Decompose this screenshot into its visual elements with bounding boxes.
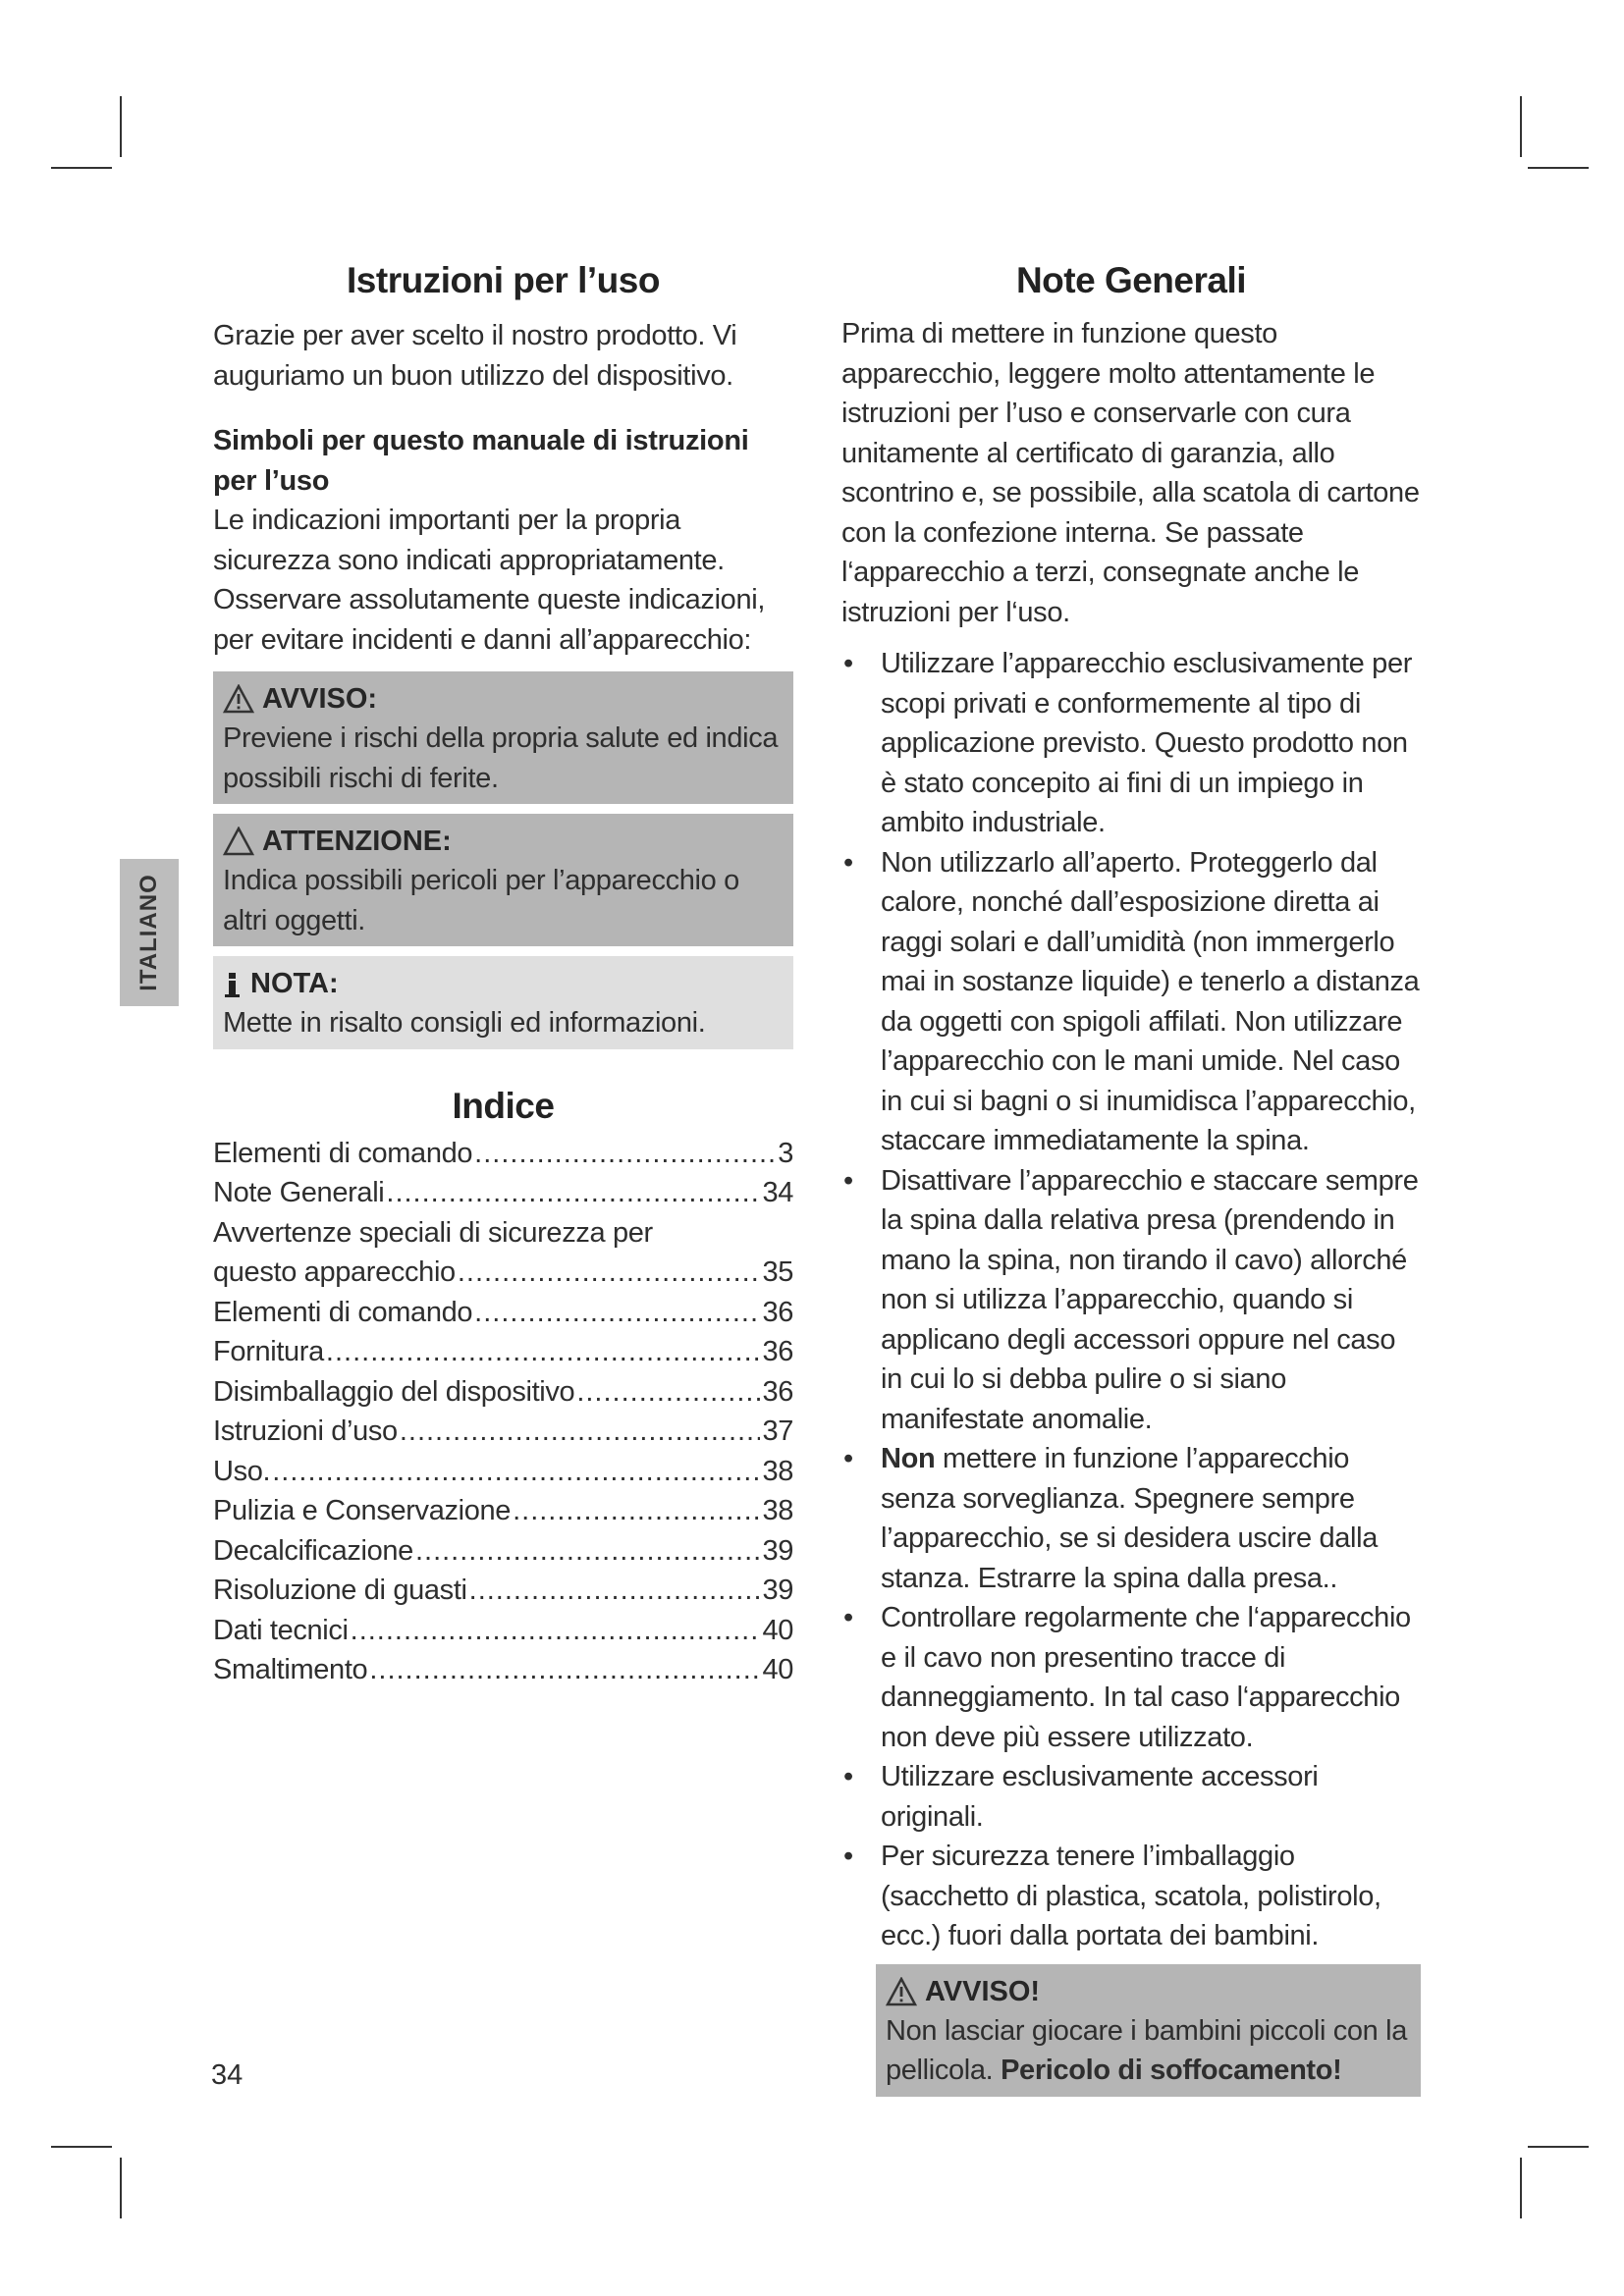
toc-entry: [213, 1372, 793, 1413]
safety-bullet-item: [841, 1598, 1421, 1757]
avviso-box: [213, 671, 793, 804]
toc-entry-page: 37: [762, 1415, 793, 1447]
toc-entry: [213, 1491, 793, 1531]
safety-bullet-item: [841, 644, 1421, 843]
toc-leader-dots: [474, 1293, 760, 1333]
toc-entry-page: 38: [762, 1495, 793, 1526]
toc-entry-label: Uso.: [213, 1455, 271, 1487]
toc-leader-dots: [400, 1412, 761, 1452]
toc-entry: [213, 1332, 793, 1372]
toc-entry-page: 3: [778, 1137, 793, 1169]
toc-entry-label: Avvertenze speciali di sicurezza per: [213, 1216, 653, 1249]
toc-entry-label: Disimballaggio del dispositivo: [213, 1375, 575, 1408]
crop-mark: [120, 2158, 122, 2218]
toc-entry-page: 40: [762, 1614, 793, 1646]
table-of-contents: [213, 1134, 793, 1690]
toc-entry-label: Smaltimento: [213, 1654, 368, 1685]
toc-entry-page: 36: [762, 1296, 793, 1328]
bullet-text: Utilizzare esclusivamente accessori originali.: [881, 1761, 1319, 1833]
toc-entry: [213, 1134, 793, 1174]
choking-warning-text: [886, 2011, 1411, 2091]
toc-entry-label: Decalcificazione: [213, 1534, 413, 1567]
crop-mark: [1520, 2158, 1522, 2218]
attenzione-text: Indica possibili pericoli per l’apparecchio o altri oggetti.: [223, 865, 739, 936]
toc-entry: [213, 1571, 793, 1611]
toc-entry-label: Elementi di comando: [213, 1296, 473, 1328]
toc-leader-dots: [474, 1134, 776, 1174]
general-notes-intro: Prima di mettere in funzione questo apparecchio, leggere molto attentamente le istruzioni per l’uso e conservarle con cura unitamente al certificato di garanzia, allo scontrino e, se possibile, alla scatola di cartone con la confezione interna. Se passate l‘apparecchio a terzi, consegnate anche le istruzioni per l‘uso.: [841, 318, 1420, 628]
crop-mark: [1528, 167, 1589, 169]
choking-warning-body: Non lasciar giocare i bambini piccoli con la pellicola.: [886, 2014, 1408, 2086]
index-title: Indice: [452, 1085, 555, 1126]
toc-leader-dots: [351, 1611, 761, 1651]
warning-triangle-icon: [223, 684, 254, 714]
right-column: [841, 253, 1421, 2107]
info-icon: [223, 969, 243, 998]
toc-entry: [213, 1293, 793, 1333]
toc-entry: [213, 1650, 793, 1690]
nota-label: NOTA:: [250, 968, 339, 999]
nota-box: [213, 956, 793, 1049]
toc-entry-label: Note Generali: [213, 1177, 385, 1208]
safety-bullet-item: [841, 843, 1421, 1161]
toc-entry: [213, 1412, 793, 1452]
toc-entry-label: Fornitura: [213, 1336, 324, 1367]
section-title: Note Generali: [1015, 260, 1247, 300]
toc-entry-page: 39: [762, 1575, 793, 1606]
page-title: Istruzioni per l’uso: [347, 260, 660, 300]
crop-mark: [1528, 2146, 1589, 2148]
toc-entry-label: Risoluzione di guasti: [213, 1575, 467, 1606]
toc-entry-label: Elementi di comando: [213, 1137, 473, 1169]
toc-leader-dots: [369, 1650, 760, 1690]
crop-mark: [120, 96, 122, 157]
toc-entry-page: 36: [762, 1375, 793, 1408]
toc-leader-dots: [576, 1372, 760, 1413]
safety-bullet-list: [841, 644, 1421, 1956]
page-number: 34: [211, 2059, 244, 2091]
toc-entry-page: 38: [762, 1455, 793, 1487]
bullet-text: Controllare regolarmente che l‘apparecchio e il cavo non presentino tracce di danneggiamento. In tal caso l‘apparecchio non deve più essere utilizzato.: [881, 1602, 1411, 1753]
toc-entry-label: questo apparecchio: [213, 1256, 456, 1288]
toc-entry-page: 36: [762, 1336, 793, 1367]
attenzione-box: [213, 814, 793, 946]
nota-text: Mette in risalto consigli ed informazioni.: [223, 1007, 706, 1039]
toc-leader-dots: [469, 1571, 761, 1611]
bullet-text: mettere in funzione l’apparecchio senza sorveglianza. Spegnere sempre l’apparecchio, se si desidera uscire dalla stanza. Estrarre la spina dalla presa..: [881, 1443, 1378, 1594]
warning-triangle-icon: [886, 1977, 917, 2006]
crop-mark: [51, 167, 112, 169]
left-column: [213, 253, 793, 1690]
safety-bullet-item: [841, 1439, 1421, 1598]
toc-entry: [213, 1213, 793, 1254]
avviso-text: Previene i rischi della propria salute ed indica possibili rischi di ferite.: [223, 722, 779, 794]
toc-entry: [213, 1253, 793, 1293]
toc-entry-page: 40: [762, 1654, 793, 1685]
toc-entry: [213, 1531, 793, 1572]
caution-triangle-icon: [223, 827, 254, 856]
attenzione-label: ATTENZIONE:: [262, 826, 452, 857]
toc-entry-page: 39: [762, 1534, 793, 1567]
toc-entry-label: Dati tecnici: [213, 1614, 349, 1646]
crop-mark: [51, 2146, 112, 2148]
bullet-text: Utilizzare l’apparecchio esclusivamente per scopi privati e conformemente al tipo di applicazione previsto. Questo prodotto non è stato concepito ai fini di un impiego in ambito industriale.: [881, 648, 1413, 838]
toc-leader-dots: [458, 1253, 761, 1293]
symbols-heading: Simboli per questo manuale di istruzioni per l’uso: [213, 425, 749, 497]
bullet-text: Non utilizzarlo all’aperto. Proteggerlo dal calore, nonché dall’esposizione diretta ai raggi solari e dall’umidità (non immergerlo mai in sostanze liquide) e tenerlo a distanza da oggetti con spigoli affilati. Non utilizzare l’apparecchio con le mani umide. Nel caso in cui si bagni o si inumidisca l’apparecchio, staccare immediatamente la spina.: [881, 846, 1420, 1156]
choking-warning-emphasis: Pericolo di soffocamento!: [1001, 2055, 1342, 2086]
toc-entry-label: Istruzioni d’uso: [213, 1415, 398, 1447]
toc-entry-page: 35: [762, 1256, 793, 1288]
toc-leader-dots: [326, 1332, 761, 1372]
safety-bullet-item: [841, 1837, 1421, 1956]
toc-leader-dots: [415, 1531, 760, 1572]
symbols-text: Le indicazioni importanti per la propria sicurezza sono indicati appropriatamente. Osservare assolutamente queste indicazioni, per evitare incidenti e danni all’apparecchio:: [213, 505, 766, 656]
safety-bullet-item: [841, 1757, 1421, 1837]
toc-entry: [213, 1452, 793, 1492]
toc-leader-dots: [386, 1173, 760, 1213]
bullet-text: Disattivare l’apparecchio e staccare sempre la spina dalla relativa presa (prendendo in mano la spina, non tirando il cavo) allorché non si utilizza l’apparecchio, quando si applicano degli accessori oppure nel caso in cui lo si debba pulire o si siano manifestate anomalie.: [881, 1164, 1419, 1435]
toc-entry: [213, 1611, 793, 1651]
language-tab-label: ITALIANO: [135, 874, 163, 991]
crop-mark: [1520, 96, 1522, 157]
language-tab: [120, 859, 179, 1006]
safety-bullet-item: [841, 1161, 1421, 1440]
choking-warning-box: [876, 1964, 1421, 2097]
toc-entry-page: 34: [762, 1177, 793, 1208]
bullet-emphasis: Non: [881, 1443, 936, 1474]
toc-leader-dots: [272, 1452, 760, 1492]
choking-warning-label: AVVISO!: [925, 1975, 1041, 2007]
bullet-text: Per sicurezza tenere l’imballaggio (sacchetto di plastica, scatola, polistirolo, ecc.) fuori dalla portata dei bambini.: [881, 1841, 1381, 1951]
toc-entry: [213, 1173, 793, 1213]
avviso-label: AVVISO:: [262, 683, 378, 715]
intro-text: Grazie per aver scelto il nostro prodotto. Vi auguriamo un buon utilizzo del dispositivo.: [213, 320, 737, 392]
toc-entry-label: Pulizia e Conservazione: [213, 1495, 512, 1526]
toc-leader-dots: [513, 1491, 760, 1531]
